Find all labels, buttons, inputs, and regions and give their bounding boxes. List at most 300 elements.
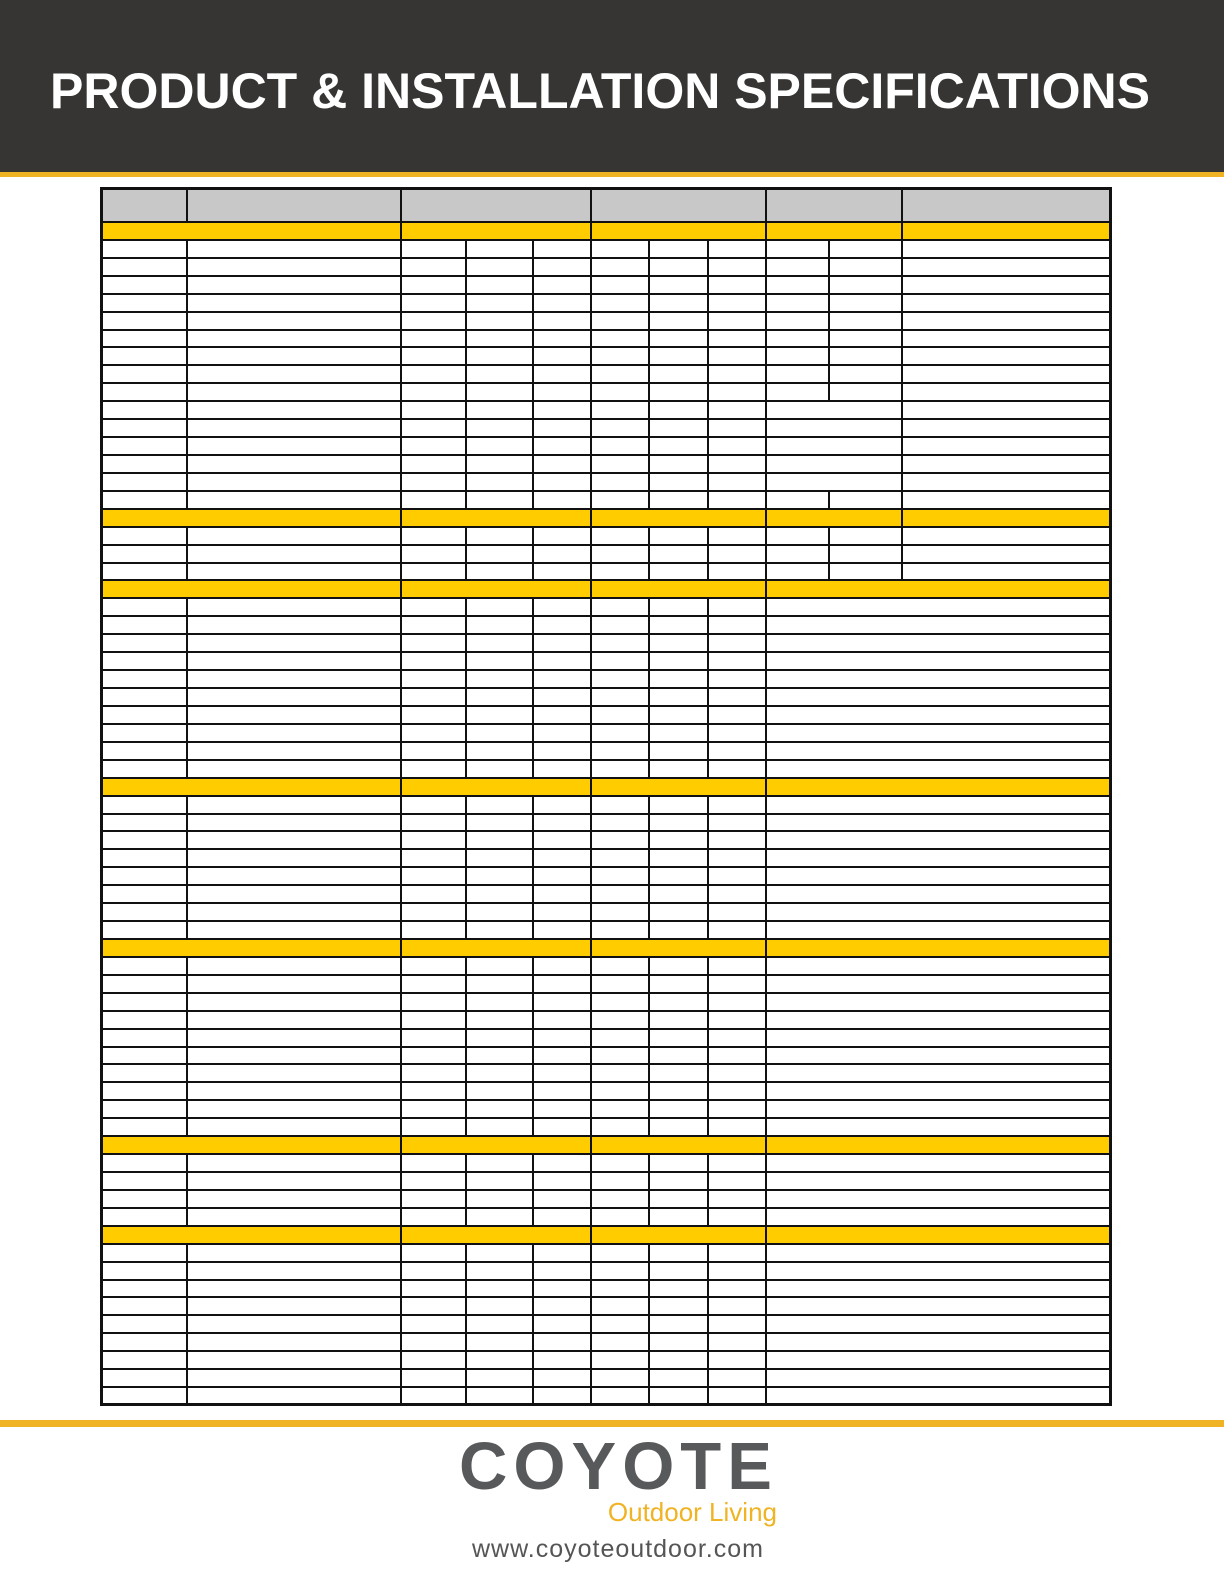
table-cell [467, 277, 534, 295]
table-cell [188, 671, 402, 689]
section-header-row [100, 779, 1112, 797]
table-cell [100, 1191, 188, 1209]
table-cell [534, 904, 592, 922]
table-cell [709, 1316, 767, 1334]
table-cell [830, 348, 903, 366]
table-cell [767, 456, 903, 474]
table-cell [830, 564, 903, 581]
table-cell [402, 528, 467, 546]
table-cell [592, 259, 650, 277]
table-cell [592, 366, 650, 384]
table-cell [467, 438, 534, 456]
table-cell [534, 707, 592, 725]
table-cell [402, 1083, 467, 1101]
table-cell [188, 1263, 402, 1281]
table-cell [100, 815, 188, 832]
table-cell [534, 492, 592, 510]
section-header-cell [402, 223, 592, 241]
table-row [100, 707, 1112, 725]
table-cell [402, 1030, 467, 1048]
table-cell [188, 277, 402, 295]
table-cell [467, 1334, 534, 1352]
table-cell [650, 295, 709, 313]
table-cell [650, 599, 709, 617]
table-cell [650, 815, 709, 832]
table-cell [188, 850, 402, 868]
table-cell [709, 474, 767, 492]
table-cell [592, 1316, 650, 1334]
table-row [100, 1245, 1112, 1263]
table-cell [467, 1298, 534, 1316]
table-row [100, 1155, 1112, 1173]
table-cell [100, 241, 188, 259]
table-cell [592, 1263, 650, 1281]
table-cell [903, 295, 1112, 313]
table-cell [709, 1048, 767, 1065]
table-cell [402, 958, 467, 976]
table-cell [767, 994, 1112, 1012]
table-cell [188, 1119, 402, 1137]
table-cell [402, 1352, 467, 1370]
section-header-cell [402, 581, 592, 599]
table-cell [100, 976, 188, 994]
table-cell [402, 277, 467, 295]
table-cell [100, 707, 188, 725]
table-cell [534, 1316, 592, 1334]
table-cell [467, 922, 534, 940]
table-cell [402, 1155, 467, 1173]
table-cell [709, 1101, 767, 1119]
table-cell [650, 241, 709, 259]
table-row [100, 958, 1112, 976]
table-cell [467, 1263, 534, 1281]
table-cell [592, 886, 650, 904]
section-header-cell [592, 581, 767, 599]
table-cell [592, 994, 650, 1012]
table-cell [534, 1209, 592, 1227]
table-cell [534, 1191, 592, 1209]
table-cell [402, 456, 467, 474]
table-cell [467, 617, 534, 635]
section-header-cell [100, 1137, 402, 1155]
section-header-cell [767, 510, 903, 528]
table-cell [592, 797, 650, 815]
table-cell [100, 1388, 188, 1406]
table-cell [534, 761, 592, 779]
table-cell [650, 922, 709, 940]
table-cell [767, 241, 830, 259]
table-cell [402, 832, 467, 850]
table-row [100, 1173, 1112, 1191]
table-cell [709, 366, 767, 384]
table-row [100, 402, 1112, 420]
table-cell [650, 492, 709, 510]
table-cell [767, 976, 1112, 994]
website-url: www.coyoteoutdoor.com [472, 1535, 764, 1563]
table-cell [467, 474, 534, 492]
table-cell [650, 1209, 709, 1227]
table-row [100, 1191, 1112, 1209]
table-cell [650, 564, 709, 581]
table-cell [650, 438, 709, 456]
table-cell [188, 1048, 402, 1065]
table-cell [903, 420, 1112, 438]
table-cell [592, 976, 650, 994]
table-cell [188, 456, 402, 474]
table-cell [534, 1083, 592, 1101]
table-cell [767, 492, 830, 510]
table-cell [402, 1209, 467, 1227]
table-cell [767, 331, 830, 348]
table-cell [534, 1173, 592, 1191]
section-header-row [100, 1227, 1112, 1245]
table-cell [650, 850, 709, 868]
table-row [100, 671, 1112, 689]
table-cell [709, 384, 767, 402]
table-cell [767, 743, 1112, 761]
table-cell [592, 528, 650, 546]
table-cell [767, 1281, 1112, 1298]
table-row [100, 1030, 1112, 1048]
table-cell [592, 1048, 650, 1065]
table-cell [188, 438, 402, 456]
table-cell [767, 438, 903, 456]
table-cell [534, 832, 592, 850]
section-header-cell [402, 1227, 592, 1245]
table-cell [402, 671, 467, 689]
section-header-cell [100, 581, 402, 599]
table-cell [767, 886, 1112, 904]
table-cell [100, 1281, 188, 1298]
table-cell [402, 1370, 467, 1388]
table-cell [592, 743, 650, 761]
table-cell [650, 1119, 709, 1137]
table-cell [467, 241, 534, 259]
table-row [100, 1119, 1112, 1137]
table-cell [467, 528, 534, 546]
table-cell [709, 958, 767, 976]
table-cell [767, 259, 830, 277]
table-cell [402, 241, 467, 259]
table-row [100, 1263, 1112, 1281]
table-cell [100, 456, 188, 474]
table-cell [467, 402, 534, 420]
table-row [100, 1012, 1112, 1030]
table-cell [903, 438, 1112, 456]
table-cell [592, 1065, 650, 1083]
table-cell [467, 868, 534, 886]
table-cell [830, 313, 903, 331]
table-header-cell [188, 187, 402, 223]
table-cell [100, 546, 188, 564]
section-header-cell [592, 223, 767, 241]
table-cell [402, 1281, 467, 1298]
table-cell [402, 420, 467, 438]
table-cell [534, 1065, 592, 1083]
table-cell [903, 528, 1112, 546]
table-cell [650, 1048, 709, 1065]
table-cell [650, 1173, 709, 1191]
table-cell [100, 1316, 188, 1334]
table-cell [650, 635, 709, 653]
table-cell [100, 1083, 188, 1101]
table-cell [402, 1298, 467, 1316]
table-cell [709, 599, 767, 617]
table-cell [650, 331, 709, 348]
table-cell [467, 295, 534, 313]
table-cell [402, 1173, 467, 1191]
table-cell [188, 689, 402, 707]
table-cell [592, 402, 650, 420]
table-cell [534, 850, 592, 868]
table-cell [650, 958, 709, 976]
table-cell [188, 546, 402, 564]
table-cell [467, 313, 534, 331]
table-cell [767, 1191, 1112, 1209]
table-cell [767, 1352, 1112, 1370]
table-cell [100, 1209, 188, 1227]
table-cell [592, 850, 650, 868]
table-cell [650, 1191, 709, 1209]
table-cell [467, 958, 534, 976]
table-cell [709, 546, 767, 564]
table-cell [534, 994, 592, 1012]
table-cell [467, 976, 534, 994]
table-cell [467, 832, 534, 850]
table-cell [830, 259, 903, 277]
table-cell [100, 384, 188, 402]
table-cell [534, 366, 592, 384]
table-cell [830, 546, 903, 564]
table-cell [592, 438, 650, 456]
table-cell [188, 599, 402, 617]
table-cell [467, 331, 534, 348]
table-cell [188, 1101, 402, 1119]
table-cell [534, 976, 592, 994]
table-cell [402, 1065, 467, 1083]
section-header-cell [592, 1137, 767, 1155]
table-cell [767, 922, 1112, 940]
table-cell [767, 832, 1112, 850]
table-cell [188, 1388, 402, 1406]
table-cell [534, 958, 592, 976]
table-cell [100, 366, 188, 384]
table-cell [709, 868, 767, 886]
table-cell [709, 1012, 767, 1030]
table-cell [188, 886, 402, 904]
table-cell [467, 348, 534, 366]
table-cell [402, 868, 467, 886]
table-cell [534, 868, 592, 886]
table-cell [467, 1388, 534, 1406]
table-cell [592, 617, 650, 635]
table-cell [534, 1370, 592, 1388]
table-cell [767, 1048, 1112, 1065]
table-cell [767, 1263, 1112, 1281]
table-cell [188, 1370, 402, 1388]
table-cell [402, 366, 467, 384]
table-cell [188, 1334, 402, 1352]
table-cell [903, 546, 1112, 564]
table-cell [650, 1281, 709, 1298]
table-cell [188, 1083, 402, 1101]
table-cell [650, 868, 709, 886]
table-cell [100, 402, 188, 420]
table-cell [650, 546, 709, 564]
table-cell [650, 420, 709, 438]
table-cell [767, 617, 1112, 635]
table-cell [592, 868, 650, 886]
table-cell [709, 904, 767, 922]
table-cell [188, 994, 402, 1012]
table-cell [534, 599, 592, 617]
table-cell [767, 564, 830, 581]
table-cell [467, 635, 534, 653]
table-cell [650, 528, 709, 546]
table-cell [767, 546, 830, 564]
table-cell [592, 599, 650, 617]
table-cell [467, 1173, 534, 1191]
table-cell [534, 1352, 592, 1370]
table-cell [534, 1263, 592, 1281]
table-cell [709, 886, 767, 904]
table-cell [100, 635, 188, 653]
table-cell [100, 868, 188, 886]
table-cell [100, 331, 188, 348]
table-row [100, 653, 1112, 671]
table-cell [709, 671, 767, 689]
table-cell [100, 1012, 188, 1030]
table-cell [767, 1334, 1112, 1352]
table-cell [709, 1298, 767, 1316]
section-header-cell [767, 1137, 1112, 1155]
table-cell [592, 815, 650, 832]
table-cell [188, 653, 402, 671]
table-cell [650, 617, 709, 635]
table-cell [467, 259, 534, 277]
table-cell [767, 1119, 1112, 1137]
table-cell [534, 277, 592, 295]
table-cell [100, 1334, 188, 1352]
table-cell [534, 1334, 592, 1352]
table-cell [592, 1083, 650, 1101]
table-row [100, 313, 1112, 331]
table-cell [188, 1065, 402, 1083]
table-cell [100, 617, 188, 635]
table-cell [767, 313, 830, 331]
table-cell [534, 1388, 592, 1406]
table-cell [467, 1352, 534, 1370]
table-row [100, 850, 1112, 868]
table-cell [709, 689, 767, 707]
table-cell [709, 922, 767, 940]
table-row [100, 331, 1112, 348]
table-header-cell [903, 187, 1112, 223]
table-cell [467, 725, 534, 743]
table-cell [592, 1012, 650, 1030]
table-cell [709, 761, 767, 779]
table-cell [402, 689, 467, 707]
table-cell [650, 886, 709, 904]
table-cell [402, 402, 467, 420]
table-cell [592, 313, 650, 331]
table-cell [402, 1012, 467, 1030]
table-row [100, 1048, 1112, 1065]
table-cell [100, 1370, 188, 1388]
table-cell [650, 474, 709, 492]
section-header-cell [767, 223, 903, 241]
table-row [100, 438, 1112, 456]
table-cell [402, 348, 467, 366]
table-cell [467, 492, 534, 510]
table-cell [100, 1352, 188, 1370]
table-row [100, 797, 1112, 815]
table-cell [709, 1155, 767, 1173]
table-header-row [100, 187, 1112, 223]
table-cell [709, 564, 767, 581]
table-cell [767, 474, 903, 492]
table-cell [467, 994, 534, 1012]
table-cell [767, 635, 1112, 653]
table-cell [188, 1191, 402, 1209]
table-row [100, 1065, 1112, 1083]
table-cell [767, 1298, 1112, 1316]
table-cell [903, 384, 1112, 402]
footer-accent-rule [0, 1420, 1224, 1427]
section-header-row [100, 223, 1112, 241]
section-header-row [100, 510, 1112, 528]
table-cell [592, 707, 650, 725]
table-cell [592, 922, 650, 940]
table-cell [709, 528, 767, 546]
table-cell [188, 761, 402, 779]
table-cell [100, 348, 188, 366]
table-cell [100, 492, 188, 510]
table-cell [402, 1191, 467, 1209]
header-accent-rule [0, 172, 1224, 177]
table-cell [592, 904, 650, 922]
table-cell [534, 617, 592, 635]
table-cell [402, 653, 467, 671]
table-cell [650, 994, 709, 1012]
table-cell [709, 241, 767, 259]
table-cell [467, 546, 534, 564]
table-cell [402, 438, 467, 456]
table-cell [767, 1370, 1112, 1388]
table-cell [767, 1155, 1112, 1173]
table-cell [830, 295, 903, 313]
table-cell [592, 564, 650, 581]
table-cell [402, 617, 467, 635]
table-cell [767, 904, 1112, 922]
table-cell [592, 1245, 650, 1263]
table-header-cell [100, 187, 188, 223]
table-cell [709, 1388, 767, 1406]
table-cell [592, 1370, 650, 1388]
table-cell [467, 743, 534, 761]
table-cell [188, 1316, 402, 1334]
table-cell [650, 366, 709, 384]
table-cell [767, 1173, 1112, 1191]
section-header-cell [767, 1227, 1112, 1245]
table-cell [903, 259, 1112, 277]
table-cell [534, 1030, 592, 1048]
table-cell [830, 277, 903, 295]
table-cell [402, 564, 467, 581]
table-cell [767, 348, 830, 366]
table-cell [534, 1101, 592, 1119]
table-cell [709, 635, 767, 653]
